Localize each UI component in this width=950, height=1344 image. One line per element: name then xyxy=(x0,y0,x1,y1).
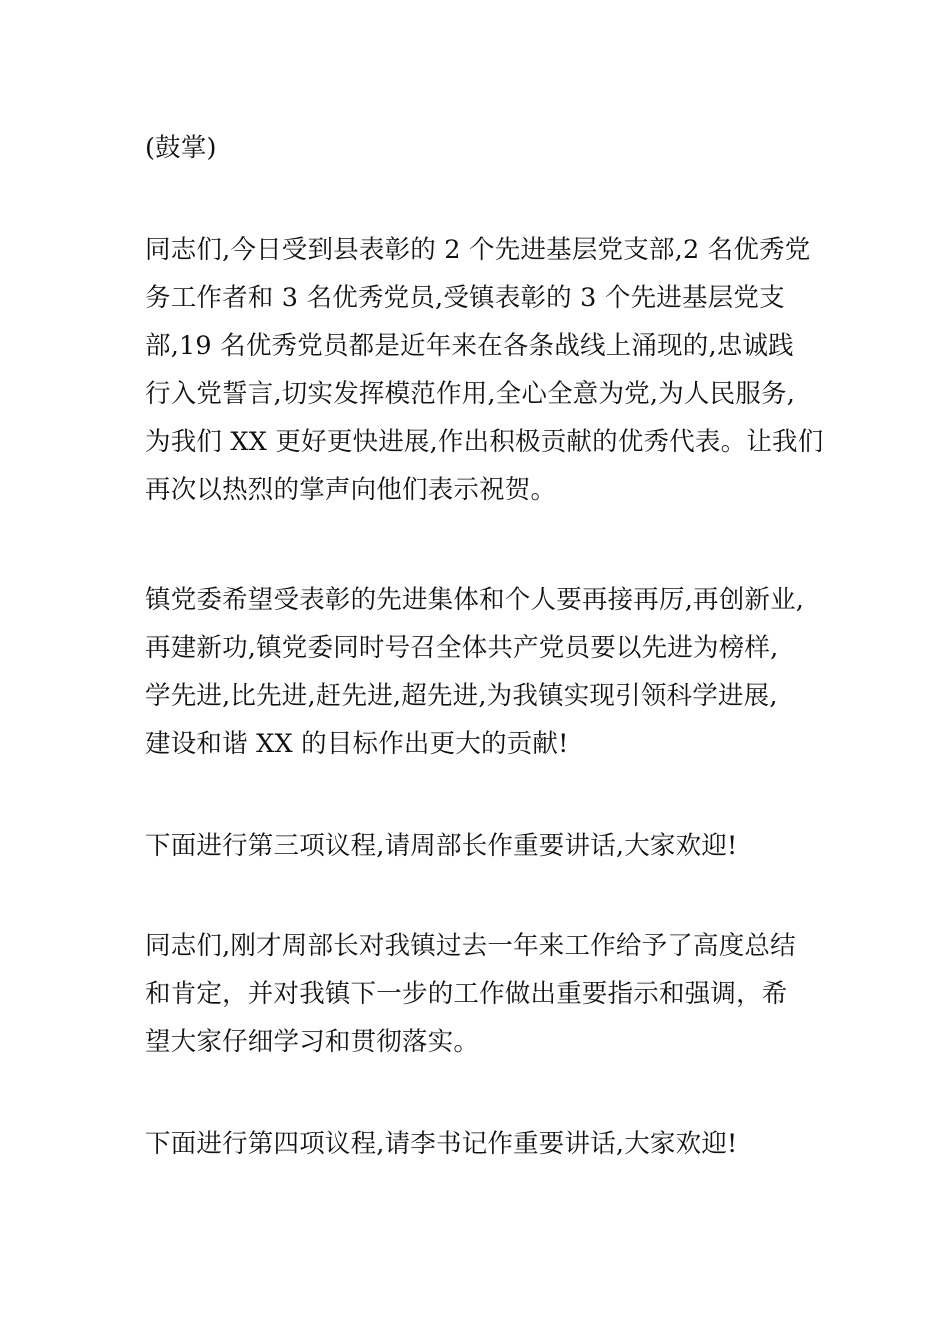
paragraph-agenda-three xyxy=(145,822,815,870)
text-line: 同志们,今日受到县表彰的 2 个先进基层党支部,2 名优秀党 xyxy=(145,235,811,265)
text-line: 镇党委希望受表彰的先进集体和个人要再接再厉,再创新业, xyxy=(145,585,805,615)
paragraph-agenda-four xyxy=(145,1120,815,1168)
paragraph-call-to-action xyxy=(145,576,815,768)
text-line: 务工作者和 3 名优秀党员,受镇表彰的 3 个先进基层党支 xyxy=(145,283,785,313)
text-line: 下面进行第三项议程,请周部长作重要讲话,大家欢迎! xyxy=(145,831,738,861)
text-line: 部,19 名优秀党员都是近年来在各条战线上涌现的,忠诚践 xyxy=(145,331,794,361)
text-line: 望大家仔细学习和贯彻落实。 xyxy=(145,1027,480,1057)
text-line: (鼓掌) xyxy=(145,133,217,163)
paragraph-applause xyxy=(145,124,815,172)
text-line: 同志们,刚才周部长对我镇过去一年来工作给予了高度总结 xyxy=(145,931,796,961)
text-line: 建设和谐 XX 的目标作出更大的贡献! xyxy=(145,729,569,759)
text-line: 为我们 XX 更好更快进展,作出积极贡献的优秀代表。让我们 xyxy=(145,427,824,457)
text-line: 和肯定，并对我镇下一步的工作做出重要指示和强调，希 xyxy=(145,979,788,1009)
text-line: 行入党誓言,切实发挥模范作用,全心全意为党,为人民服务, xyxy=(145,379,796,409)
paragraph-commendation xyxy=(145,226,824,514)
paragraph-summary xyxy=(145,922,815,1066)
text-line: 下面进行第四项议程,请李书记作重要讲话,大家欢迎! xyxy=(145,1129,738,1159)
text-line: 再建新功,镇党委同时号召全体共产党员要以先进为榜样, xyxy=(145,633,779,663)
text-line: 再次以热烈的掌声向他们表示祝贺。 xyxy=(145,475,557,505)
text-line: 学先进,比先进,赶先进,超先进,为我镇实现引领科学进展, xyxy=(145,681,778,711)
